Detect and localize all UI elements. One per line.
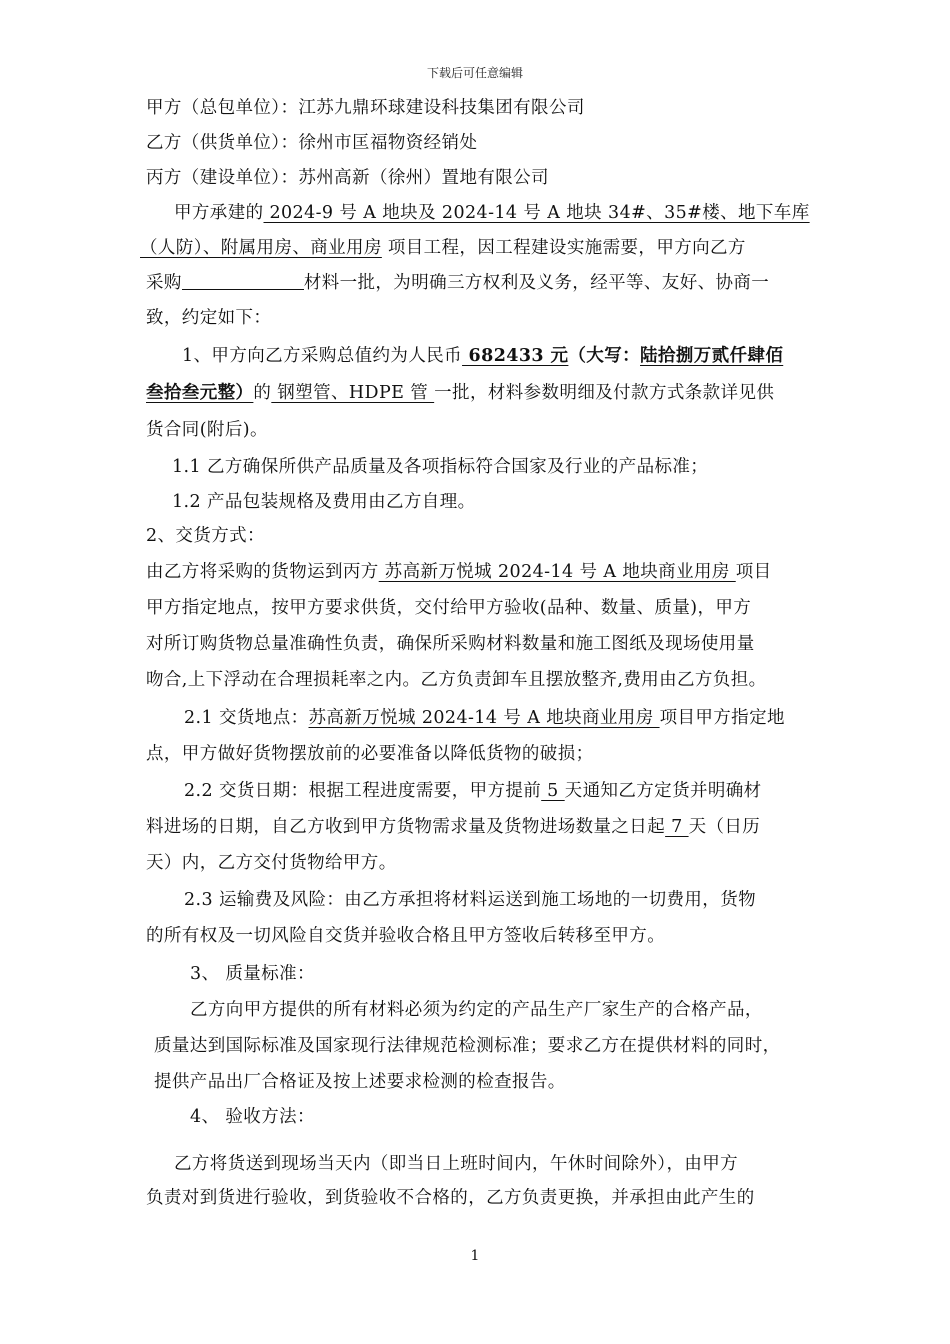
s2-2-text: 天（日历: [688, 817, 761, 837]
s2-text: 项目: [735, 562, 772, 582]
intro-text: 材料一批，为明确三方权利及义务，经平等、友好、协商一: [303, 273, 770, 293]
s2-1-line-1: [184, 706, 785, 730]
s2-line-4: 吻合,上下浮动在合理损耗率之内。乙方负责卸车且摆放整齐,费用由乙方负担。: [146, 670, 767, 690]
s2-2-line-2: [146, 815, 760, 839]
party-b-label: 乙方（供货单位）：: [146, 133, 299, 153]
material-name: 钢塑管、HDPE 管: [271, 383, 435, 403]
intro-line-4: 致，约定如下：: [146, 308, 272, 328]
s2-1-line-2: 点，甲方做好货物摆放前的必要准备以降低货物的破损；: [146, 744, 594, 764]
intro-text: 项目工程，因工程建设实施需要，甲方向乙方: [381, 238, 746, 258]
amount-caps-open: （大写：: [568, 346, 641, 366]
s2-3-line-1: 2.3 运输费及风险：由乙方承担将材料运送到施工场地的一切费用，货物: [184, 890, 756, 910]
s1-text: 1、甲方向乙方采购总值约为人民币: [182, 346, 463, 366]
s2-title: 2、交货方式：: [146, 526, 265, 546]
material-blank: [182, 271, 304, 290]
s3-line-3: 提供产品出厂合格证及按上述要求检测的检查报告。: [154, 1072, 566, 1092]
party-c-label: 丙方（建设单位）：: [146, 168, 299, 188]
s2-2-line-3: 天）内，乙方交付货物给甲方。: [146, 853, 397, 873]
delivery-days: 7: [665, 817, 689, 837]
s2-2-text: 2.2 交货日期：根据工程进度需要，甲方提前: [184, 781, 542, 801]
intro-line-1: [174, 201, 810, 225]
party-a-name: 江苏九鼎环球建设科技集团有限公司: [298, 98, 585, 118]
party-c-name: 苏州高新（徐州）置地有限公司: [298, 168, 549, 188]
s1-line-1: [182, 344, 783, 368]
s2-1-text: 2.1 交货地点：: [184, 708, 309, 728]
intro-line-3: [146, 271, 769, 295]
s1-1: 1.1 乙方确保所供产品质量及各项指标符合国家及行业的产品标准；: [172, 457, 709, 477]
s1-2: 1.2 产品包装规格及费用由乙方自理。: [172, 492, 476, 512]
s4-line-2: 负责对到货进行验收，到货验收不合格的，乙方负责更换，并承担由此产生的: [146, 1188, 755, 1208]
intro-line-2: [140, 236, 746, 260]
project-name: 2024-9 号 A 地块及 2024-14 号 A 地块 34#、35#楼、地下车库: [263, 203, 810, 223]
s4-line-1: 乙方将货送到现场当天内（即当日上班时间内，午休时间除外），由甲方: [174, 1154, 739, 1174]
amount-caps: 陆拾捌万贰仟肆佰: [640, 346, 784, 366]
party-b-name: 徐州市匡福物资经销处: [298, 133, 478, 153]
s3-line-2: 质量达到国际标准及国家现行法律规范检测标准；要求乙方在提供材料的同时，: [154, 1036, 781, 1056]
delivery-site: 苏高新万悦城 2024-14 号 A 地块商业用房: [378, 562, 736, 582]
party-a-line: [146, 96, 585, 120]
s2-line-2: 甲方指定地点，按甲方要求供货，交付给甲方验收(品种、数量、质量)，甲方: [146, 598, 752, 618]
s3-line-1: 乙方向甲方提供的所有材料必须为约定的产品生产厂家生产的合格产品，: [190, 1000, 763, 1020]
amount-caps-cont: 叁拾叁元整）: [146, 383, 254, 403]
intro-text: 采购: [146, 273, 182, 293]
s1-line-2: [146, 381, 774, 405]
s2-text: 由乙方将采购的货物运到丙方: [146, 562, 379, 582]
party-a-label: 甲方（总包单位）：: [146, 98, 299, 118]
notice-days: 5: [541, 781, 565, 801]
delivery-location: 苏高新万悦城 2024-14 号 A 地块商业用房: [308, 708, 660, 728]
page-number: 1: [470, 1248, 480, 1264]
s1-text: 的: [253, 383, 272, 403]
s2-2-text: 天通知乙方定货并明确材: [564, 781, 762, 801]
s2-line-3: 对所订购货物总量准确性负责，确保所采购材料数量和施工图纸及现场使用量: [146, 634, 755, 654]
s2-1-text: 项目甲方指定地: [659, 708, 785, 728]
page-header: 下载后可任意编辑: [426, 66, 523, 80]
s2-line-1: [146, 560, 772, 584]
s3-title: 3、 质量标准：: [190, 964, 315, 984]
s2-3-line-2: 的所有权及一切风险自交货并验收合格且甲方签收后转移至甲方。: [146, 926, 666, 946]
party-b-line: [146, 131, 477, 155]
amount: 682433 元: [462, 346, 569, 366]
s2-2-text: 料进场的日期，自乙方收到甲方货物需求量及货物进场数量之日起: [146, 817, 666, 837]
s2-2-line-1: [184, 779, 762, 803]
s1-text: 一批，材料参数明细及付款方式条款详见供: [434, 383, 775, 403]
project-name-cont: （人防）、附属用房、商业用房: [140, 238, 382, 258]
intro-text: 甲方承建的: [174, 203, 264, 223]
s1-line-3: 货合同(附后)。: [146, 420, 268, 440]
s4-title: 4、 验收方法：: [190, 1107, 315, 1127]
party-c-line: [146, 166, 549, 190]
